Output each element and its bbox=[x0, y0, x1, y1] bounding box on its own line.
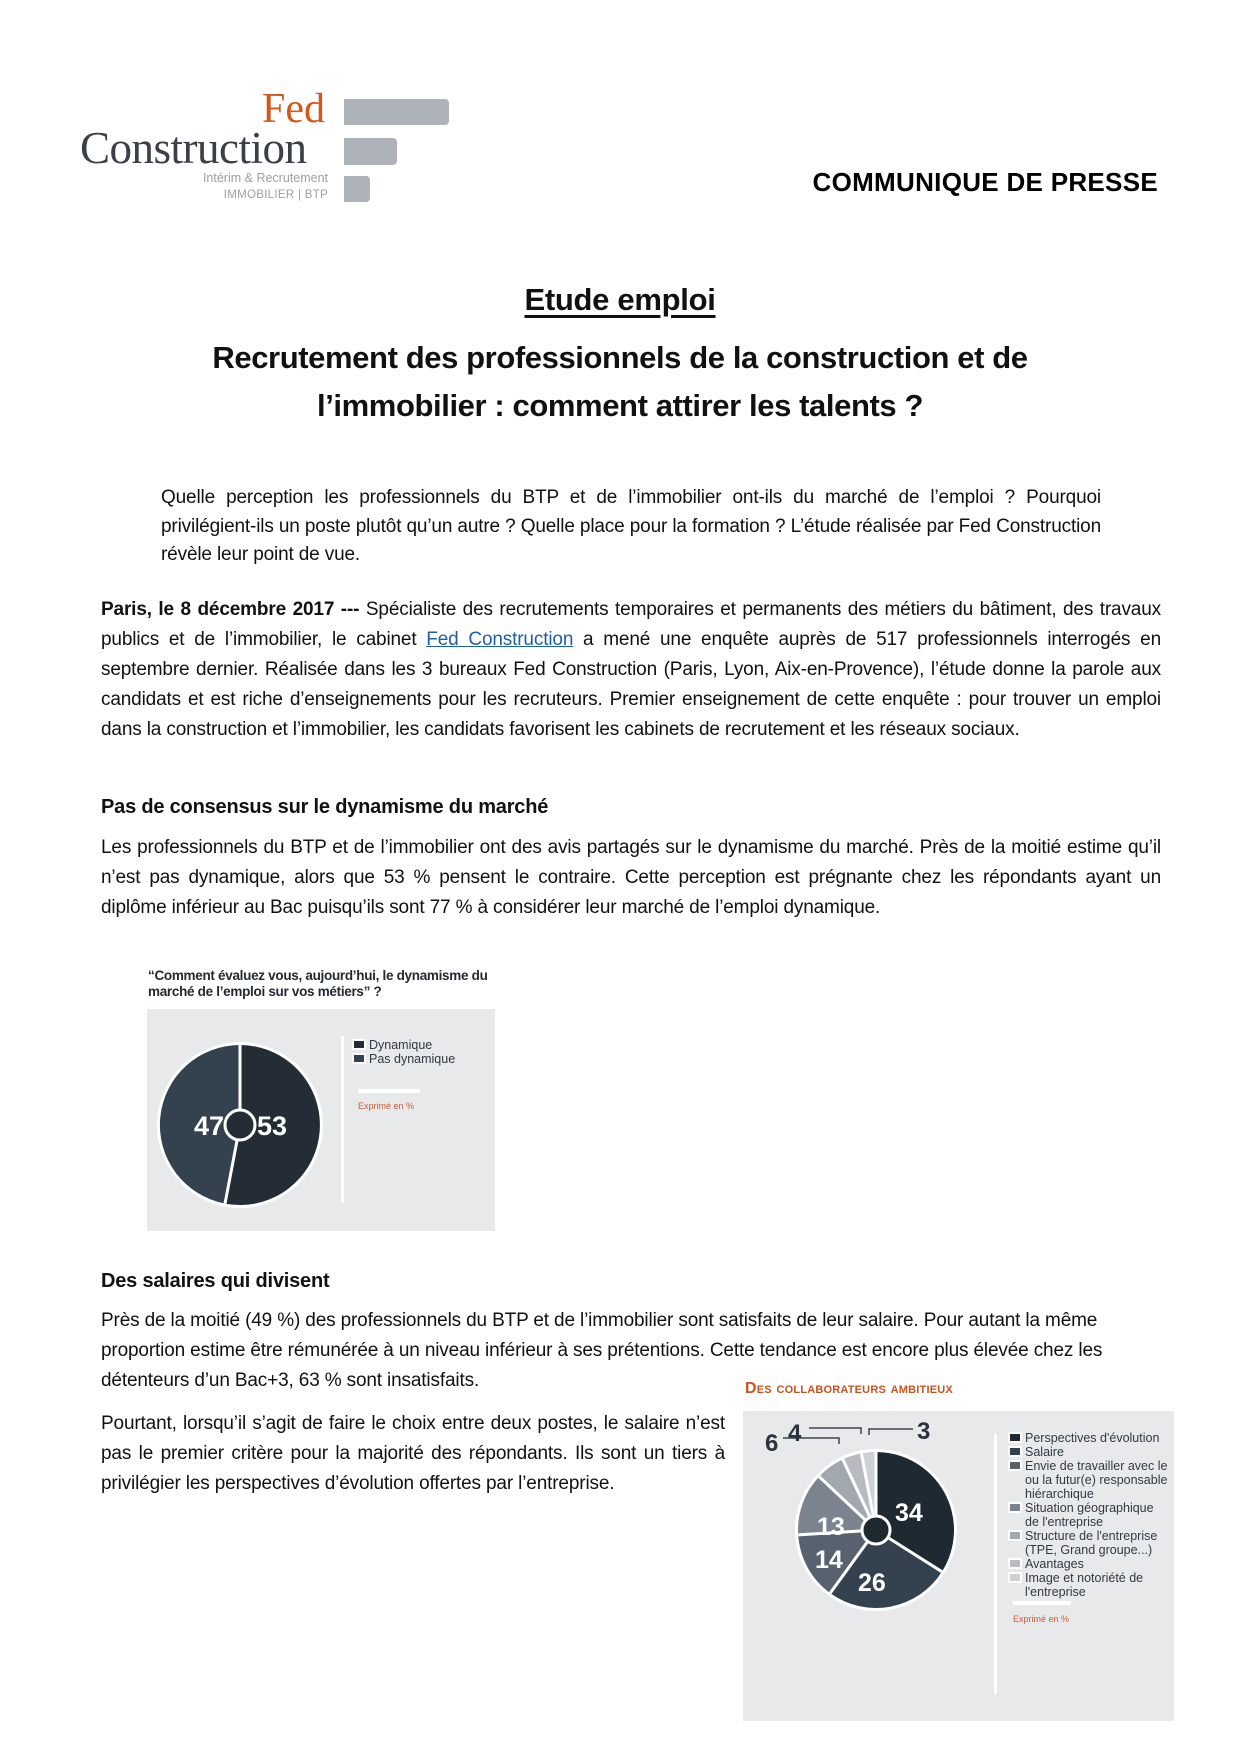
page-title: Recrutement des professionnels de la construction et de l’immobilier : comment attirer les talents ? bbox=[212, 340, 1028, 423]
chart1-separator bbox=[358, 1089, 420, 1093]
logo-fed-text: Fed bbox=[262, 86, 325, 132]
chart1-divider bbox=[341, 1036, 344, 1202]
intro-paragraph: Quelle perception les professionnels du BTP et de l’immobilier ont-ils du marché de l’emploi ? Pourquoi privilégient-ils un poste plutôt qu’un autre ? Quelle place pour la formation ? L’étude réalisée par Fed Construction révèle leur point de vue. bbox=[161, 487, 1101, 565]
logo-bar-middle-icon bbox=[344, 138, 397, 165]
legend-swatch-icon bbox=[354, 1041, 364, 1048]
chart2-divider bbox=[994, 1434, 997, 1694]
fed-construction-link[interactable]: Fed Construction bbox=[426, 629, 574, 650]
lead-text-1: Spécialiste des recrutements temporaires et permanents des métiers du bâtiment, des travaux publics et de l’immobilier, le cabinet bbox=[101, 599, 1161, 650]
legend-item-pas-dynamique: Pas dynamique bbox=[354, 1052, 455, 1066]
section-salaries-paragraph-2: Pourtant, lorsqu’il s’agit de faire le choix entre deux postes, le salaire n’est pas le premier critère pour la majorité des répondants. Ils sont un tiers à privilégier les perspectives d’évolution offertes par l’entreprise. bbox=[101, 1413, 725, 1494]
chart2-separator bbox=[1013, 1601, 1071, 1605]
legend-item-salaire: Salaire bbox=[1010, 1445, 1170, 1459]
page-kicker: Etude emploi bbox=[524, 282, 716, 317]
legend-swatch-icon bbox=[354, 1055, 364, 1062]
svg-text:53: 53 bbox=[257, 1111, 288, 1141]
legend-item-avantages: Avantages bbox=[1010, 1557, 1170, 1571]
lead-paragraph bbox=[101, 595, 1161, 745]
section-heading-market: Pas de consensus sur le dynamisme du marché bbox=[101, 796, 549, 818]
legend-swatch-icon bbox=[1010, 1560, 1020, 1567]
lead-text-2: a mené une enquête auprès de 517 professionnels interrogés en septembre dernier. Réalisée dans les 3 bureaux Fed Construction (Paris, Lyon, Aix-en-Provence), l’étude donne la parole aux candidats et est riche d’enseignements pour les recruteurs. Premier enseignement de cette enquête : pour trouver un emploi dans la construction et l’immobilier, les candidats favorisent les cabinets de recrutement et les réseaux sociaux. bbox=[101, 629, 1161, 740]
svg-text:3: 3 bbox=[917, 1418, 931, 1445]
legend-item-responsable: Envie de travailler avec le ou la futur(e) responsable hiérarchique bbox=[1010, 1459, 1170, 1501]
legend-item-structure: Structure de l'entreprise (TPE, Grand groupe...) bbox=[1010, 1529, 1170, 1557]
legend-item-image: Image et notoriété de l'entreprise bbox=[1010, 1571, 1170, 1599]
dateline: Paris, le 8 décembre 2017 --- bbox=[101, 599, 360, 620]
svg-text:4: 4 bbox=[788, 1420, 802, 1447]
logo-tagline-1: Intérim & Recrutement bbox=[202, 171, 328, 185]
svg-text:26: 26 bbox=[858, 1569, 886, 1597]
legend-swatch-icon bbox=[1010, 1504, 1020, 1511]
legend-swatch-icon bbox=[1010, 1532, 1020, 1539]
svg-text:47: 47 bbox=[194, 1111, 225, 1141]
legend-swatch-icon bbox=[1010, 1574, 1020, 1581]
section-salaries-paragraph-1: Près de la moitié (49 %) des professionnels du BTP et de l’immobilier sont satisfaits de leur salaire. Pour autant la même proportion estime être rémunérée à un niveau inférieur à ses prétentions. Cette tendance est encore plus élevée chez les détenteurs d’un Bac+3, 63 % sont insatisfaits. bbox=[101, 1310, 1103, 1391]
legend-swatch-icon bbox=[1010, 1434, 1020, 1441]
chart2-title: Des collaborateurs ambitieux bbox=[745, 1380, 953, 1397]
svg-text:34: 34 bbox=[895, 1499, 923, 1527]
legend-item-situation: Situation géographique de l'entreprise bbox=[1010, 1501, 1170, 1529]
chart1-legend bbox=[354, 1038, 455, 1066]
chart1-unit-note: Exprimé en % bbox=[358, 1101, 415, 1111]
legend-swatch-icon bbox=[1010, 1462, 1020, 1469]
svg-text:6: 6 bbox=[765, 1430, 779, 1457]
svg-text:14: 14 bbox=[815, 1546, 843, 1574]
section-market-paragraph: Les professionnels du BTP et de l’immobilier ont des avis partagés sur le dynamisme du marché. Près de la moitié estime qu’il n’est pas dynamique, alors que 53 % pensent le contraire. Cette perception est prégnante chez les répondants ayant un diplôme inférieur au Bac puisqu’ils sont 77 % à considérer leur marché de l’emploi dynamique. bbox=[101, 837, 1161, 918]
chart2-unit-note: Exprimé en % bbox=[1013, 1614, 1070, 1624]
section-heading-salaries: Des salaires qui divisent bbox=[101, 1270, 330, 1292]
chart1-panel bbox=[147, 1009, 495, 1231]
legend-item-perspectives: Perspectives d'évolution bbox=[1010, 1431, 1170, 1445]
logo-bar-bottom-icon bbox=[344, 176, 370, 202]
logo-tagline-2: IMMOBILIER | BTP bbox=[223, 189, 328, 201]
logo-bar-top-icon bbox=[344, 99, 449, 125]
svg-text:13: 13 bbox=[817, 1513, 845, 1541]
legend-swatch-icon bbox=[1010, 1448, 1020, 1455]
logo-construction-text: Construction bbox=[80, 123, 307, 173]
document-type-label: COMMUNIQUE DE PRESSE bbox=[812, 167, 1158, 197]
legend-item-dynamique: Dynamique bbox=[354, 1038, 455, 1052]
chart1-question: “Comment évaluez vous, aujourd’hui, le dynamisme du marché de l’emploi sur vos métiers” ? bbox=[148, 968, 488, 999]
chart2-legend bbox=[1010, 1431, 1170, 1599]
chart2-panel bbox=[743, 1411, 1174, 1721]
